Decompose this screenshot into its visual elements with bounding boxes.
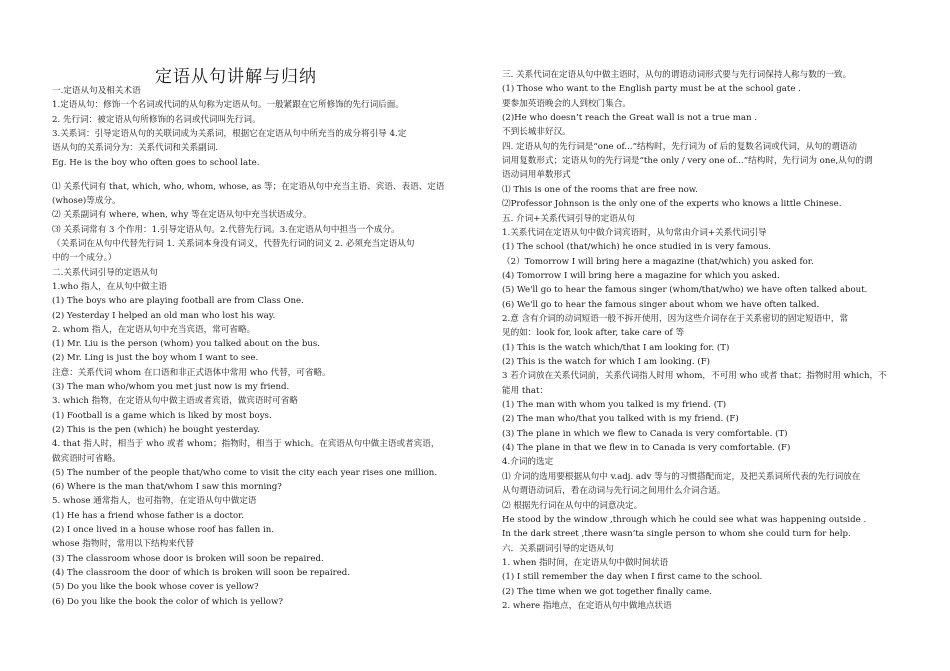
text-line: (2) The man who/that you talked with is my friend. (F) [502, 414, 739, 425]
text-line: (2) I once lived in a house whose roof has fallen in. [52, 525, 275, 535]
text-line: 2. 先行词：被定语从句所修饰的名词或代词叫先行词。 [52, 114, 261, 125]
text-line: 做宾语时可省略。 [52, 453, 121, 464]
text-line: ⑵Professor Johnson is the only one of the experts who knows a little Chinese. [502, 199, 842, 210]
text-line: 语从句的关系词分为：关系代词和关系副词. [52, 143, 219, 154]
text-line: 1.who 指人，在从句中做主语 [52, 281, 167, 292]
text-line: (4) The classroom the door of which is broken will soon be repaired. [52, 567, 351, 578]
text-line: Eg. He is the boy who often goes to school late. [52, 157, 260, 168]
text-line: whose 指物时，常用以下结构来代替 [52, 539, 195, 550]
text-line: 词用复数形式；定语从句的先行词是“the only / very one of...”结构时，先行词为 one,从句的谓 [502, 156, 873, 167]
text-line: ⑵ 关系副词有 where, when, why 等在定语从句中充当状语成分。 [52, 210, 312, 221]
text-line: (1) The boys who are playing football are from Class One. [52, 296, 304, 307]
text-line: 五. 介词+关系代词引导的定语从句 [502, 213, 635, 224]
text-line: 4. that 指人时，相当于 who 或者 whom；指物时，相当于 which。在宾语从句中做主语或者宾语， [52, 439, 440, 450]
text-line: (2) This is the pen (which) he bought yesterday. [52, 424, 260, 435]
text-line: (4) Tomorrow I will bring here a magazine for which you asked. [502, 270, 780, 281]
document-title: 定语从句讲解与归纳 [155, 67, 317, 87]
text-line: 4.介词的选定 [502, 457, 554, 468]
text-line: (1) The man with whom you talked is my friend. (T) [502, 400, 727, 411]
text-line: (5) We'll go to hear the famous singer (whom/that/who) we have often talked about. [502, 285, 868, 296]
text-line: 四. 定语从句的先行词是“one of...”结构时，先行词为 of 后的复数名词或代词，从句的谓语动 [502, 141, 858, 152]
text-line: 3 若介词放在关系代词前，关系代词指人时用 whom，不可用 who 或者 that；指物时用 which，不 [502, 371, 887, 382]
text-line: 六．关系副词引导的定语从句 [502, 543, 614, 554]
text-line: (5) Do you like the book whose cover is yellow? [52, 582, 259, 593]
text-line: 1. when 指时间，在定语从句中做时间状语 [502, 557, 669, 568]
text-line: (3) The man who/whom you met just now is my friend. [52, 382, 290, 392]
text-line: 要参加英语晚会的人到校门集合。 [502, 98, 631, 109]
text-line: (whose)等成分。 [52, 196, 121, 207]
text-line: ⑵ 根据先行词在从句中的词意决定。 [502, 500, 643, 511]
text-line: 注意：关系代词 whom 在口语和非正式语体中常用 who 代替，可省略。 [52, 367, 331, 378]
text-line: 语动词用单数形式 [502, 170, 571, 181]
text-line: 2. where 指地点，在定语从句中做地点状语 [502, 600, 672, 611]
text-line: ⑶ 关系词常有 3 个作用：1.引导定语从句。2.代替先行词。3.在定语从句中担当一个成分。 [52, 224, 400, 235]
text-line: 二.关系代词引导的定语从句 [52, 267, 158, 278]
text-line: 3. which 指物，在定语从句中做主语或者宾语，做宾语时可省略 [52, 396, 298, 407]
text-line: （关系词在从句中代替先行词 1. 关系词本身没有词义，代替先行词的词义 2. 必须充当定语从句 [52, 239, 415, 249]
text-line: 能用 that： [502, 385, 549, 396]
text-line: 见的如：look for, look after, take care of 等 [502, 328, 685, 339]
text-line: ⑴ 关系代词有 that, which, who, whom, whose, as 等；在定语从句中充当主语、宾语、表语、定语 [52, 181, 445, 192]
text-line: ⑴ 介词的选用要根据从句中 v.adj. adv 等与的习惯搭配而定，及把关系词所代表的先行词放在 [502, 471, 861, 482]
text-line: (3) The plane in which we flew to Canada is very comfortable. (T) [502, 428, 788, 439]
text-line: 5. whose 通常指人，也可指物，在定语从句中做定语 [52, 496, 257, 507]
text-line: (1) The school (that/which) he once studied in is very famous. [502, 242, 771, 253]
text-line: (3) The classroom whose door is broken will soon be repaired. [52, 553, 324, 564]
text-line: In the dark street ,there wasn’ta single person to whom she could turn for help. [502, 529, 851, 540]
text-line: 一.定语从句及相关术语 [52, 86, 141, 96]
text-line: (4) The plane in that we flew in to Canada is very comfortable. (F) [502, 443, 791, 454]
text-line: ⑴ This is one of the rooms that are free now. [502, 184, 698, 195]
text-line: (2)He who doesn’t reach the Great wall is not a true man . [502, 113, 758, 124]
text-line: 从句谓语动词后，看在动词与先行词之间用什么介词合适。 [502, 486, 726, 497]
text-line: 三. 关系代词在定语从句中做主语时，从句的谓语动词形式要与先行词保持人称与数的一致。 [502, 70, 852, 80]
text-line: (2) Yesterday I helped an old man who lost his way. [52, 310, 276, 321]
text-line: 1.定语从句：修饰一个名词或代词的从句称为定语从句。一般紧跟在它所修饰的先行词后面。 [52, 100, 404, 111]
text-line: (1) Mr. Liu is the person (whom) you talked about on the bus. [52, 339, 321, 350]
text-line: (2) The time when we got together finally came. [502, 586, 712, 597]
text-line: (2) Mr. Ling is just the boy whom I want to see. [52, 353, 259, 364]
text-line: （2）Tomorrow I will bring here a magazine (that/which) you asked for. [502, 256, 814, 267]
text-line: (1) Those who want to the English party must be at the school gate . [502, 84, 801, 95]
text-line: 3.关系词：引导定语从句的关联词成为关系词，根据它在定语从句中所充当的成分将引导 4.定 [52, 128, 407, 139]
text-line: (6) Do you like the book the color of which is yellow? [52, 596, 283, 607]
text-line: (1) Football is a game which is liked by most boys. [52, 410, 272, 421]
text-line: (6) We'll go to hear the famous singer about whom we have often talked. [502, 299, 820, 310]
text-line: 不到长城非好汉。 [502, 127, 571, 138]
text-line: (6) Where is the man that/whom I saw this morning? [52, 482, 282, 493]
text-line: 2.意 含有介词的动词短语一般不拆开使用，因为这些介词存在于关系密切的固定短语中，常 [502, 313, 849, 324]
text-line: (1) He has a friend whose father is a doctor. [52, 510, 245, 521]
text-line: (5) The number of the people that/who come to visit the city each year rises one million. [52, 467, 438, 478]
text-line: He stood by the window ,through which he could see what was happening outside . [502, 514, 867, 525]
text-line: 1.关系代词在定语从句中做介词宾语时，从句常由介词+关系代词引导 [502, 227, 767, 238]
text-line: 2. whom 指人，在定语从句中充当宾语，常可省略。 [52, 324, 256, 335]
text-line: 中的一个成分。） [52, 253, 117, 264]
text-line: (2) This is the watch for which I am looking. (F) [502, 357, 711, 367]
text-line: (1) I still remember the day when I first came to the school. [502, 572, 763, 583]
text-line: (1) This is the watch which/that I am looking for. (T) [502, 342, 730, 353]
